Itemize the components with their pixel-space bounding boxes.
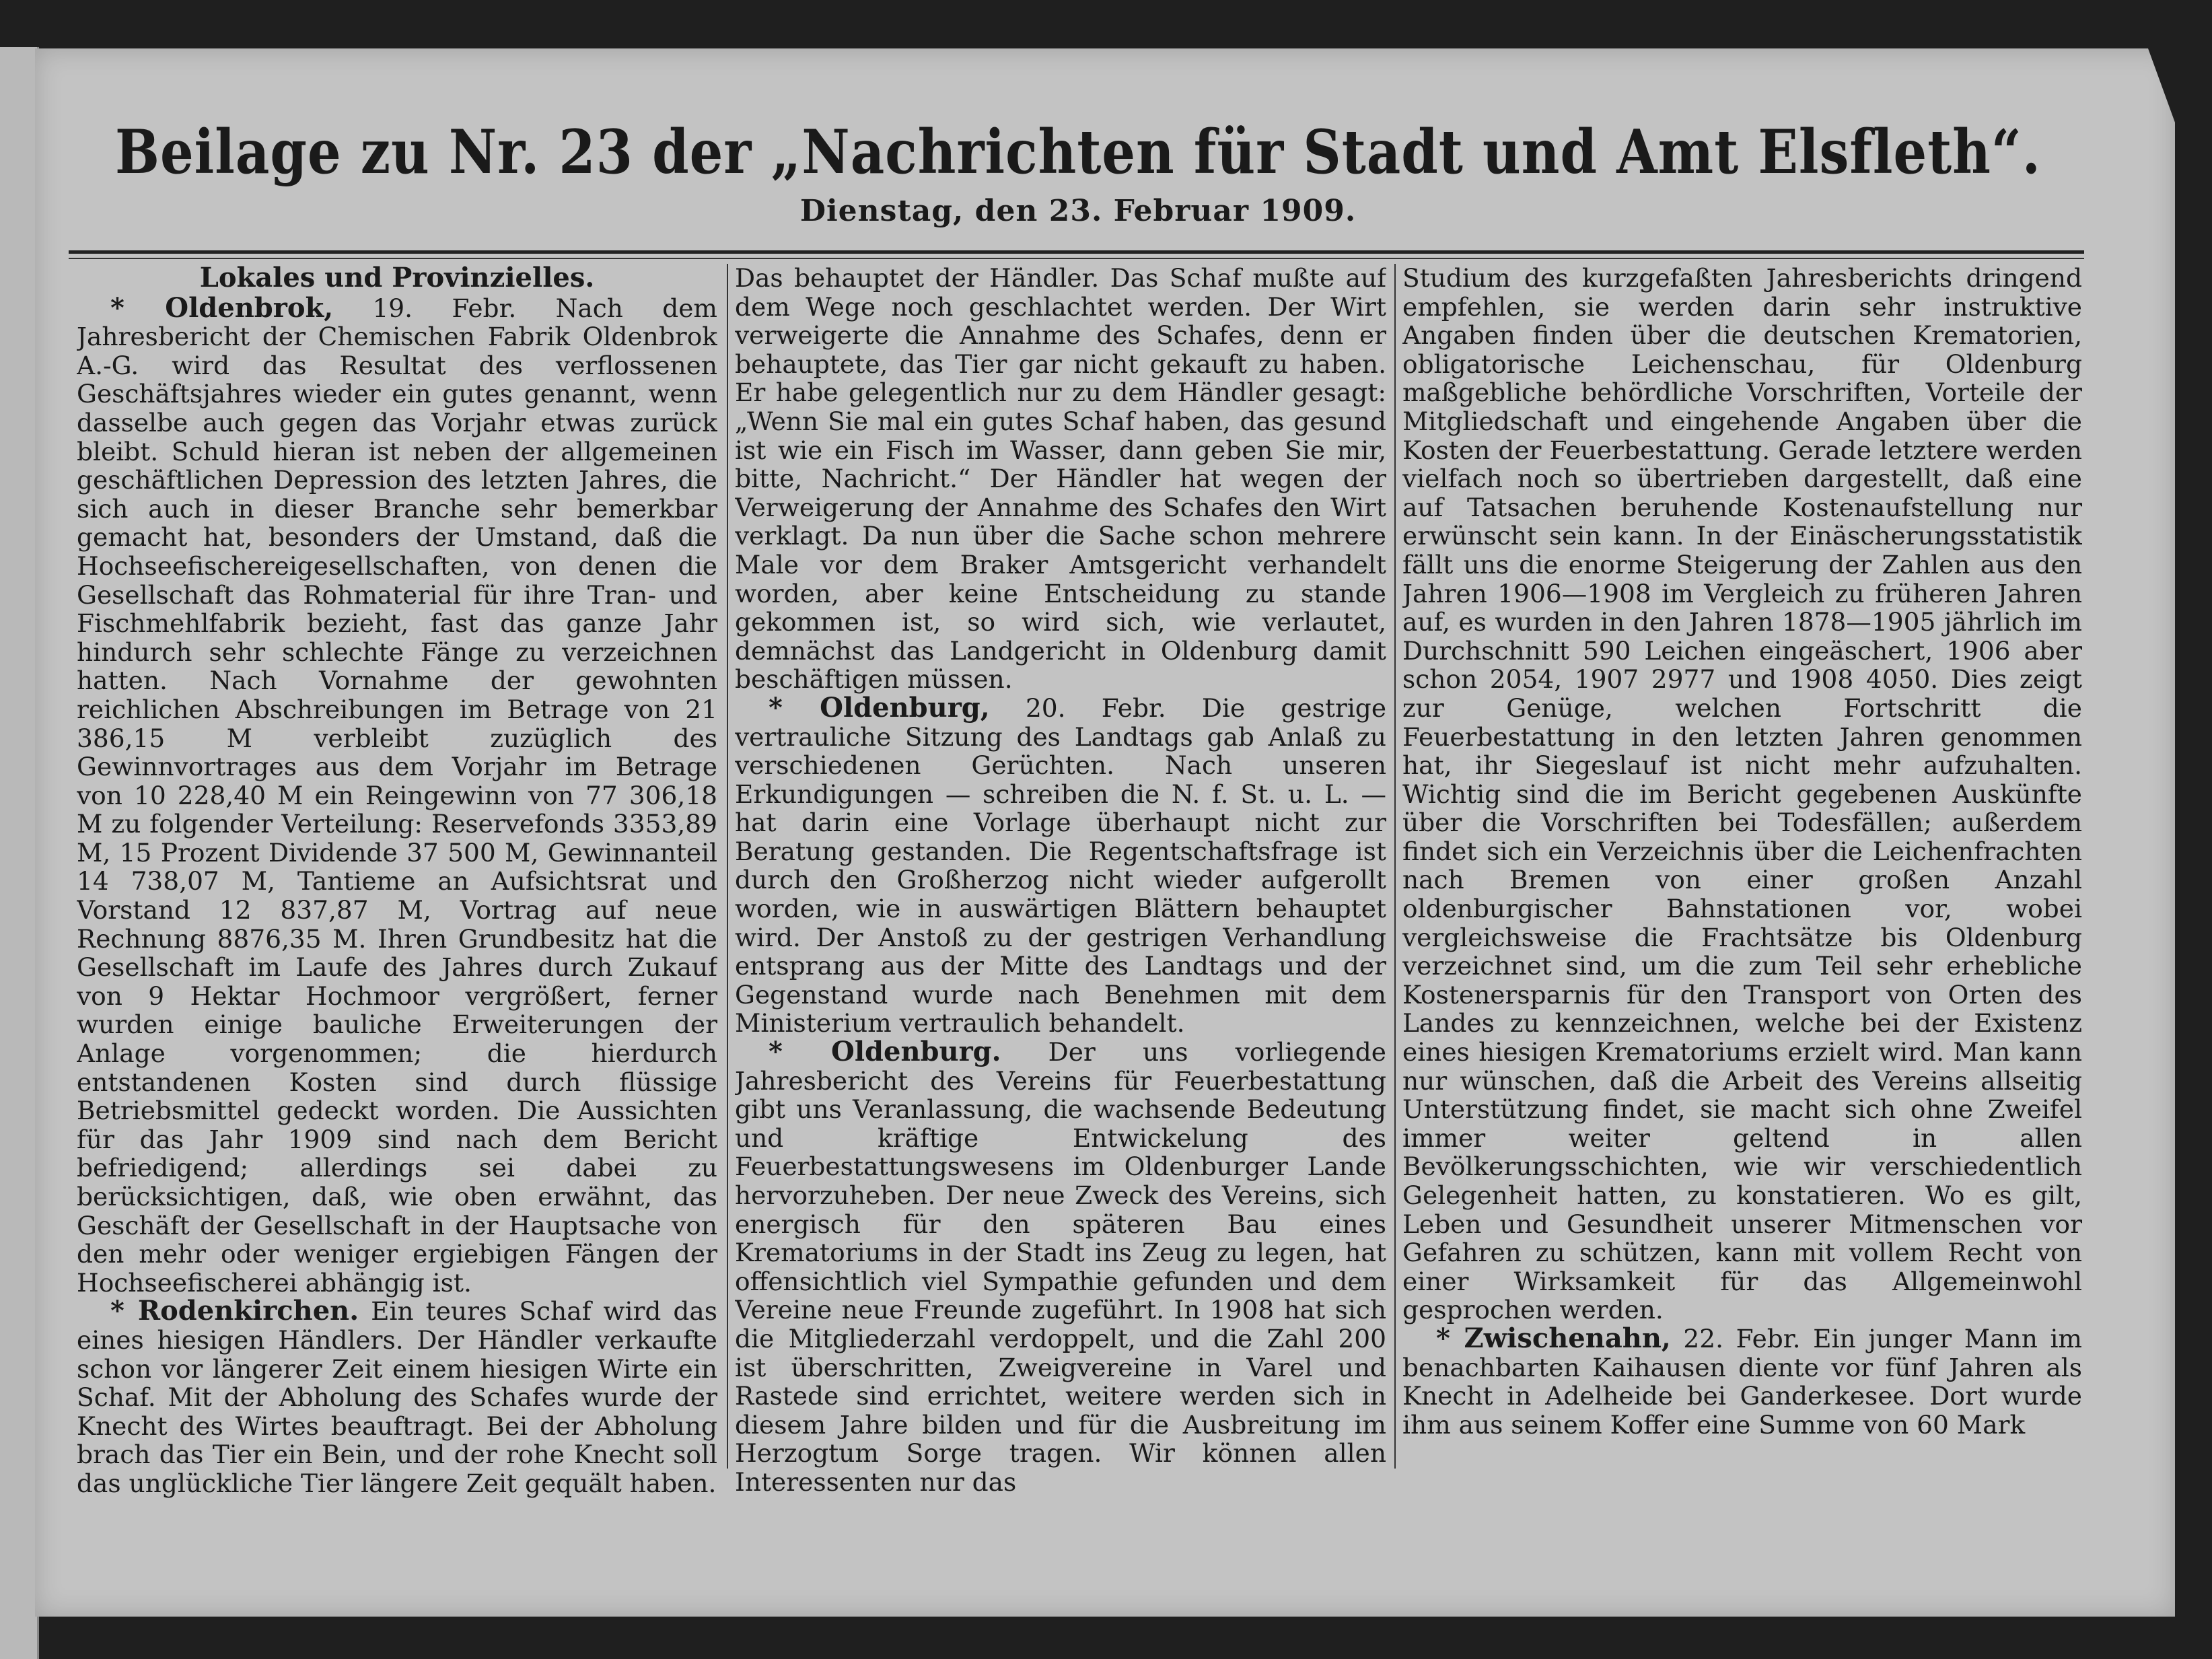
article-oldenbrok (77, 291, 717, 1298)
masthead-rule (69, 250, 2084, 259)
issue-date: Dienstag, den 23. Februar 1909. (799, 194, 1357, 228)
article-continuation (1402, 264, 2082, 1325)
column-3 (1402, 264, 2082, 1556)
article-rodenkirchen (77, 1297, 717, 1497)
section-heading: Lokales und Provinzielles. (199, 264, 595, 293)
newspaper-page (35, 48, 2175, 1617)
article-text: 20. Febr. Die gestrige vertrauliche Sitzung des Landtags gab Anlaß zu verschiedenen Gerüchten. Nach unseren Erkundigungen — schreiben die N. f. St. u. L. — hat darin eine Vorlage überhaupt nicht zur Beratung gestanden. Die Regentschaftsfrage ist durch den Großherzog nicht wieder aufgerollt worden, wie in auswärtigen Blättern behauptet wird. Der Anstoß zu der gestrigen Verhandlung entsprang aus der Mitte des Landtags und der Gegenstand wurde nach Benehmen mit dem Ministerium vertraulich behandelt. (735, 693, 1386, 1038)
article-dateline: * Rodenkirchen. (110, 1295, 359, 1327)
column-1 (77, 264, 717, 1556)
article-dateline: * Oldenbrok, (110, 291, 334, 324)
column-2 (735, 264, 1386, 1556)
article-dateline: * Oldenburg, (769, 691, 990, 723)
supplement-title: Beilage zu Nr. 23 der „Nachrichten für Stadt und Amt Elsfleth“. (115, 117, 2041, 188)
article-dateline: * Zwischenahn, (1436, 1322, 1671, 1354)
article-text: Das behauptet der Händler. Das Schaf mußte auf dem Wege noch geschlachtet werden. Der Wirt verweigerte die Annahme des Schafes, denn er behauptete, das Tier gar nicht gekauft zu haben. Er habe gelegentlich nur zu dem Händler gesagt: „Wenn Sie mal ein gutes Schaf haben, das gesund ist wie ein Fisch im Wasser, dann geben Sie mir, bitte, Nachricht.“ Der Händler hat wegen der Verweigerung der Annahme des Schafes den Wirt verklagt. Da nun über die Sache schon mehrere Male vor dem Braker Amtsgericht verhandelt worden, aber keine Entscheidung zu stande gekommen ist, so wird sich, wie verlautet, demnächst das Landgericht in Oldenburg damit beschäftigen müssen. (735, 264, 1386, 695)
article-zwischenahn (1402, 1322, 2082, 1440)
adjacent-page-edge (0, 47, 39, 1659)
article-text: Der uns vorliegende Jahresbericht des Vereins für Feuerbestattung gibt uns Veranlassung, die wachsende Bedeutung und kräftige Entwickelung des Feuerbestattungswesens im Oldenburger Lande hervorzuheben. Der neue Zweck des Vereins, sich energisch für den späteren Bau eines Krematoriums in der Stadt ins Zeug zu legen, hat offensichtlich viel Sympathie gefunden und dem Vereine neue Freunde zugeführt. In 1908 hat sich die Mitgliederzahl verdoppelt, und die Zahl 200 ist überschritten, Zweigvereine in Varel und Rastede sind errichtet, weitere werden sich in diesem Jahre bilden und für die Ausbreitung im Herzogtum Sorge tragen. Wir können allen Interessenten nur das (735, 1037, 1386, 1497)
article-text: Studium des kurzgefaßten Jahresberichts dringend empfehlen, sie werden darin sehr instruktive Angaben finden über die deutschen Krematorien, obligatorische Leichenschau, für Oldenburg maßgebliche behördliche Vorschriften, Vorteile der Mitgliedschaft und eingehende Angaben über die Kosten der Feuerbestattung. Gerade letztere werden vielfach noch so übertrieben dargestellt, daß eine auf Tatsachen beruhende Kostenaufstellung nur erwünscht sein kann. In der Einäscherungsstatistik fällt uns die enorme Steigerung der Zahlen aus den Jahren 1906—1908 im Vergleich zu früheren Jahren auf, es wurden in den Jahren 1878—1905 jährlich im Durchschnitt 590 Leichen eingeäschert, 1906 aber schon 2054, 1907 2977 und 1908 4050. Dies zeigt zur Genüge, welchen Fortschritt die Feuerbestattung in den letzten Jahren genommen hat, ihr Siegeslauf ist nicht mehr aufzuhalten. Wichtig sind die im Bericht gegebenen Auskünfte über die Vorschriften bei Todesfällen; außerdem findet sich ein Verzeichnis über die Leichenfrachten nach Bremen von einer großen Anzahl oldenburgischer Bahnstationen vor, wobei vergleichsweise die Frachtsätze bis Oldenburg verzeichnet sind, um die zum Teil sehr erhebliche Kostenersparnis für den Transport von Orten des Landes zu kennzeichnen, welche bei der Existenz eines hiesigen Krematoriums erzielt wird. Man kann nur wünschen, daß die Arbeit des Vereins allseitig Unterstützung findet, sie macht sich ohne Zweifel immer weiter geltend in allen Bevölkerungsschichten, wie wir verschiedentlich Gelegenheit hatten, zu konstatieren. Wo es gilt, Leben und Gesundheit unserer Mitmenschen vor Gefahren zu schützen, kann mit vollem Recht von einer Wirksamkeit für das Allgemeinwohl gesprochen werden. (1402, 264, 2082, 1325)
article-text: 19. Febr. Nach dem Jahresbericht der Chemischen Fabrik Oldenbrok A.-G. wird das Resultat des verflossenen Geschäftsjahres wieder ein gutes genannt, wenn dasselbe auch gegen das Vorjahr etwas zurück bleibt. Schuld hieran ist neben der allgemeinen geschäftlichen Depression des letzten Jahres, die sich auch in dieser Branche sehr bemerkbar gemacht hat, besonders der Umstand, daß die Hochseefischereigesellschaften, von denen die Gesellschaft das Rohmaterial für ihre Tran- und Fischmehlfabrik bezieht, fast das ganze Jahr hindurch sehr schlechte Fänge zu verzeichnen hatten. Nach Vornahme der gewohnten reichlichen Abschreibungen im Betrage von 21 386,15 M verbleibt zuzüglich des Gewinnvortrages aus dem Vorjahr im Betrage von 10 228,40 M ein Reingewinn von 77 306,18 M zu folgender Verteilung: Reservefonds 3353,89 M, 15 Prozent Dividende 37 500 M, Gewinnanteil 14 738,07 M, Tantieme an Aufsichtsrat und Vorstand 12 837,87 M, Vortrag auf neue Rechnung 8876,35 M. Ihren Grundbesitz hat die Gesellschaft im Laufe des Jahres durch Zukauf von 9 Hektar Hochmoor vergrößert, ferner wurden einige bauliche Erweiterungen der Anlage vorgenommen; die hierdurch entstandenen Kosten sind durch flüssige Betriebsmittel gedeckt worden. Die Aussichten für das Jahr 1909 sind nach dem Bericht befriedigend; allerdings sei dabei zu berücksichtigen, daß, wie oben erwähnt, das Geschäft der Gesellschaft in der Hauptsache von den mehr oder weniger ergiebigen Fängen der Hochseefischerei abhängig ist. (77, 293, 717, 1298)
masthead (69, 116, 2088, 232)
article-text: Ein teures Schaf wird das eines hiesigen Händlers. Der Händler verkaufte schon vor längerer Zeit einem hiesigen Wirte ein Schaf. Mit der Abholung des Schafes wurde der Knecht des Wirtes beauftragt. Bei der Abholung brach das Tier ein Bein, und der rohe Knecht soll das unglückliche Tier längere Zeit gequält haben. (77, 1296, 717, 1498)
article-text: 22. Febr. Ein junger Mann im benachbarten Kaihausen diente vor fünf Jahren als Knecht in Adelheide bei Ganderkesee. Dort wurde ihm aus seinem Koffer eine Summe von 60 Mark (1402, 1323, 2082, 1440)
article-oldenburg-feuerbestattung (735, 1038, 1386, 1497)
column-divider (727, 264, 728, 1469)
column-divider (1394, 264, 1396, 1469)
article-dateline: * Oldenburg. (769, 1036, 1001, 1068)
article-continuation (735, 264, 1386, 694)
article-oldenburg-landtag (735, 691, 1386, 1038)
